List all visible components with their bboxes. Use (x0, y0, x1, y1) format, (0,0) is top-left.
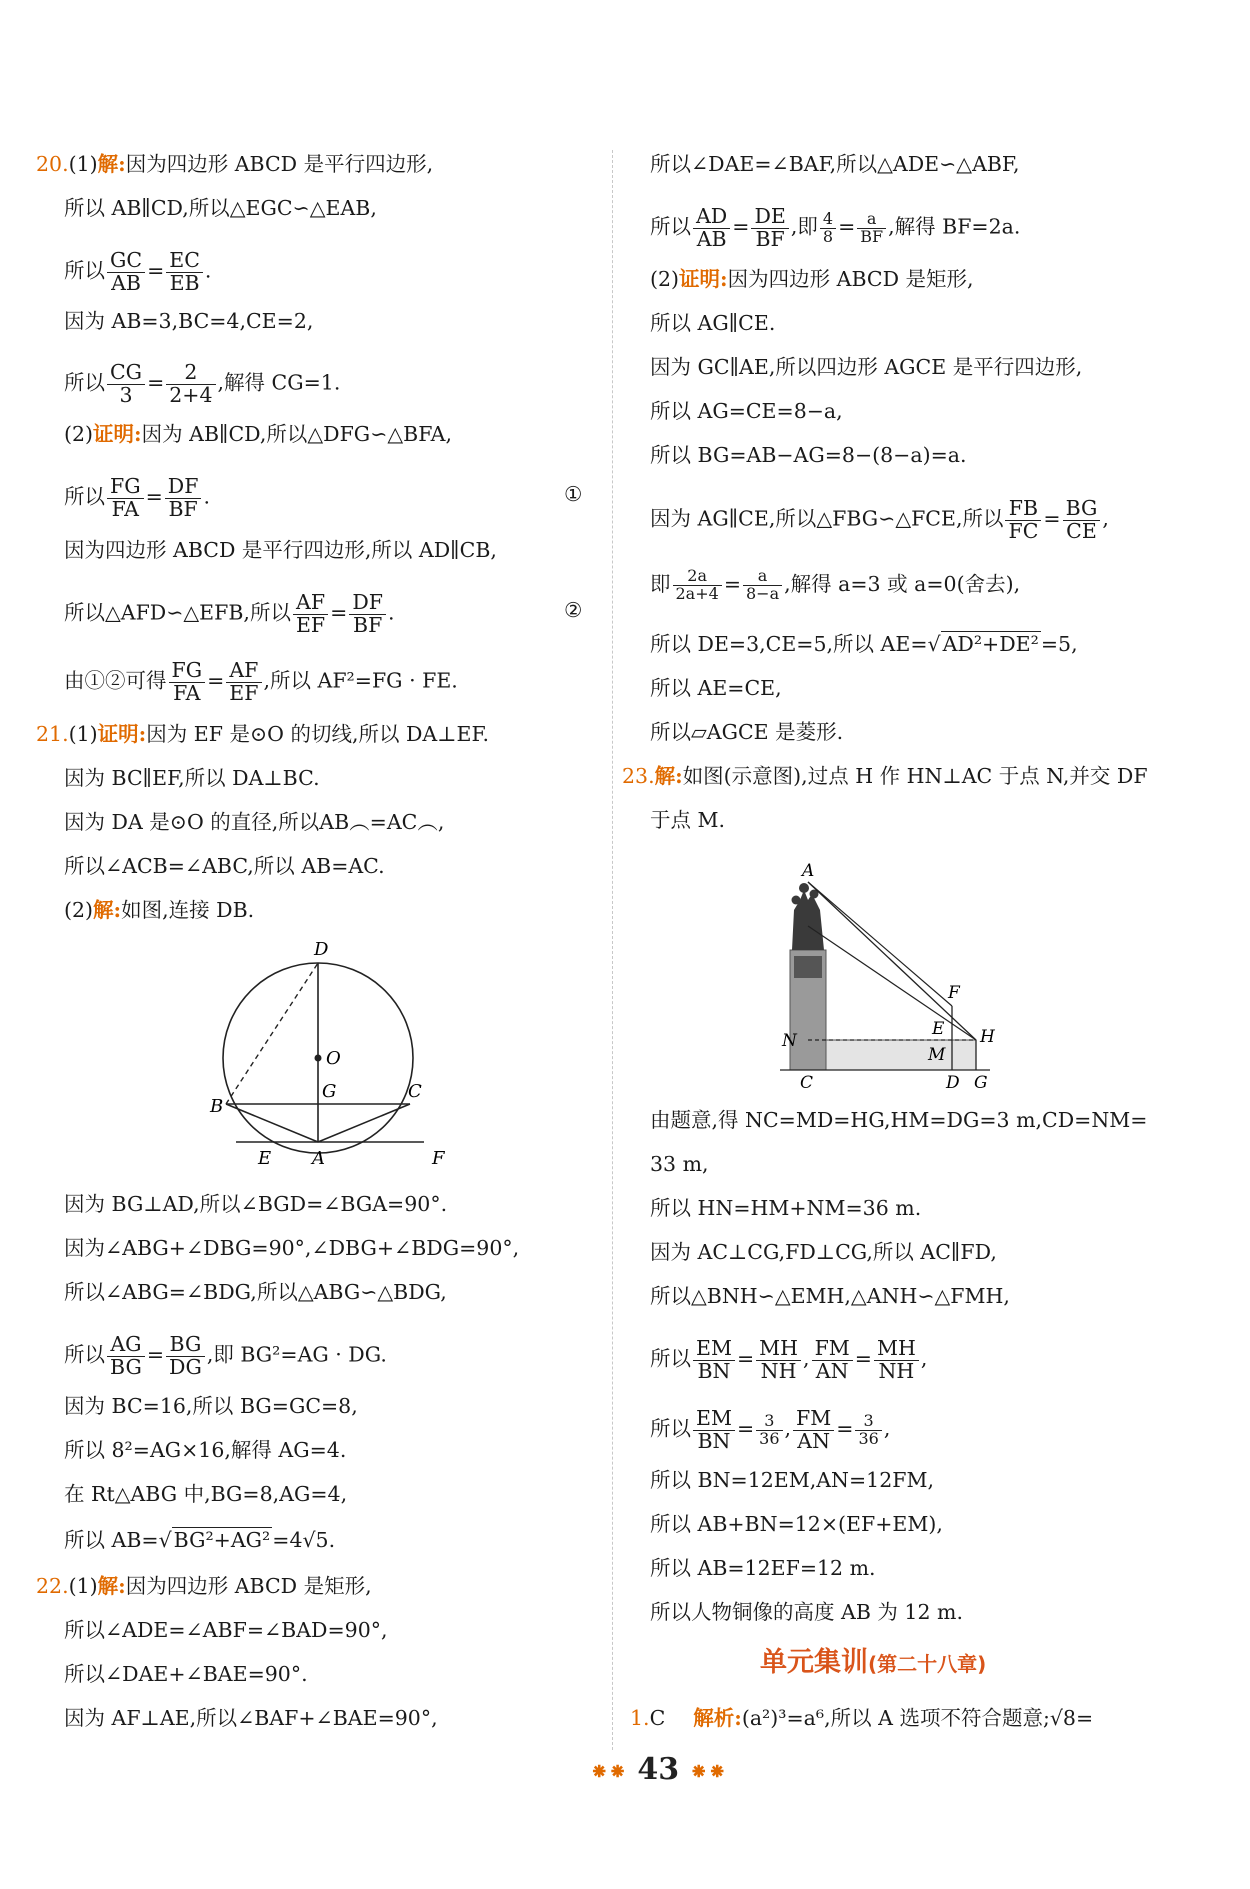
center-o-dot (315, 1055, 322, 1062)
label-d: D (946, 1073, 960, 1090)
r-line23: 所以人物铜像的高度 AB 为 12 m. (650, 1600, 963, 1624)
equation-mark-2: ② (564, 598, 583, 622)
p20-line6: (2)证明:因为 AB∥CD,所以△DFG∽△BFA, (64, 422, 452, 446)
p21-line12: 在 Rt△ABG 中,BG=8,AG=4, (64, 1482, 348, 1506)
fraction: $\frac{AF}{EF}$ (226, 660, 261, 704)
fraction: $\frac{DF}{BF}$ (349, 592, 386, 636)
dashed-db (226, 963, 318, 1104)
unit-section-title (760, 1640, 986, 1679)
p21-line9: 所以 $\frac{AG}{BG}$ = $\frac{BG}{DG}$ ,即 BG²=AG · DG. (64, 1332, 387, 1379)
problem-number: 23. (622, 764, 655, 788)
r-line12: 所以▱AGCE 是菱形. (650, 720, 844, 744)
r-line13: 由题意,得 NC=MD=HG,HM=DG=3 m,CD=NM= (650, 1108, 1148, 1132)
label-n: N (782, 1031, 797, 1051)
fraction: $\frac{DE}{BF}$ (751, 206, 788, 250)
p20-line9: 所以△AFD∽△EFB,所以 $\frac{AF}{EF}$ = $\frac{DF}{BF}$ . (64, 590, 395, 637)
r-line20: 所以 BN=12EM,AN=12FM, (650, 1468, 934, 1492)
r-line5: 因为 GC∥AE,所以四边形 AGCE 是平行四边形, (650, 355, 1083, 379)
label-e: E (258, 1148, 272, 1169)
label-g: G (322, 1081, 337, 1102)
fraction: $\frac{AD}{AB}$ (693, 206, 730, 250)
p20-line4: 因为 AB=3,BC=4,CE=2, (64, 309, 314, 333)
r-line21: 所以 AB+BN=12×(EF+EM), (650, 1512, 943, 1536)
fraction: $\frac{4}{8}$ (820, 211, 836, 246)
solution-tag: 解: (93, 898, 122, 922)
fraction: $\frac{FG}{FA}$ (107, 476, 144, 520)
r-line16: 因为 AC⊥CG,FD⊥CG,所以 AC∥FD, (650, 1240, 997, 1264)
segment-ba (226, 1104, 318, 1142)
ornament-right: ⁕⁕ (689, 1759, 727, 1785)
label-o: O (326, 1048, 341, 1069)
fraction: $\frac{DF}{BF}$ (165, 476, 202, 520)
solution-tag: 解: (654, 764, 683, 788)
fraction: $\frac{EM}{BN}$ (693, 1338, 735, 1382)
fraction: $\frac{AG}{BG}$ (107, 1334, 145, 1378)
p21-line10: 因为 BC=16,所以 BG=GC=8, (64, 1394, 358, 1418)
p21-line8: 所以∠ABG=∠BDG,所以△ABG∽△BDG, (64, 1280, 447, 1304)
unit-title-text: 单元集训 (760, 1647, 868, 1678)
fraction: $\frac{FB}{FC}$ (1005, 498, 1041, 542)
fraction: $\frac{FM}{AN}$ (812, 1338, 853, 1382)
radicand: BG²+AG² (173, 1528, 271, 1552)
fraction: $\frac{2a}{2a+4}$ (673, 568, 722, 603)
r-line3: (2)证明:因为四边形 ABCD 是矩形, (650, 267, 974, 291)
p21-line11: 所以 8²=AG×16,解得 AG=4. (64, 1438, 347, 1462)
r-line17: 所以△BNH∽△EMH,△ANH∽△FMH, (650, 1284, 1010, 1308)
problem-number: 21. (36, 722, 69, 746)
p22-line1: 22.(1)解:因为四边形 ABCD 是矩形, (36, 1574, 372, 1598)
r-line22: 所以 AB=12EF=12 m. (650, 1556, 876, 1580)
fraction: $\frac{BG}{DG}$ (166, 1334, 205, 1378)
label-d: D (314, 940, 329, 960)
r-line19: 所以 $\frac{EM}{BN}$ = $\frac{3}{36}$ , $\frac{FM}{AN}$ = $\frac{3}{36}$ , (650, 1406, 891, 1453)
p23-line2: 于点 M. (650, 808, 726, 832)
proof-tag: 证明: (97, 722, 147, 746)
r-line6: 所以 AG=CE=8−a, (650, 399, 843, 423)
p21-line6: 因为 BG⊥AD,所以∠BGD=∠BGA=90°. (64, 1192, 448, 1216)
text: 因为四边形 ABCD 是平行四边形, (125, 152, 434, 176)
fraction: $\frac{BG}{CE}$ (1063, 498, 1101, 542)
p20-line10: 由①②可得 $\frac{FG}{FA}$ = $\frac{AF}{EF}$ ,所以 AF²=FG · FE. (64, 658, 458, 705)
statue-figure (780, 850, 1040, 1090)
question-number: 1. (630, 1706, 650, 1730)
proof-tag: 证明: (679, 267, 728, 291)
part-label: (1) (68, 152, 98, 176)
line-ah (808, 882, 976, 1040)
fraction: $\frac{MH}{NH}$ (874, 1338, 919, 1382)
label-e: E (932, 1019, 945, 1039)
p21-line5: (2)解:如图,连接 DB. (64, 898, 255, 922)
r-line10: 所以 DE=3,CE=5,所以 AE=√AD²+DE²=5, (650, 632, 1078, 656)
label-c: C (800, 1073, 814, 1090)
segment-ca (318, 1104, 410, 1142)
r-line1: 所以∠DAE=∠BAF,所以△ADE∽△ABF, (650, 152, 1020, 176)
fraction: $\frac{FM}{AN}$ (793, 1408, 834, 1452)
pedestal-plaque (794, 956, 822, 978)
solution-tag: 解: (97, 1574, 126, 1598)
r-line2: 所以 $\frac{AD}{AB}$ = $\frac{DE}{BF}$ ,即 $\frac{4}{8}$ = $\frac{a}{BF}$ ,解得 BF=2a. (650, 204, 1021, 251)
p20-line3: 所以 $\frac{GC}{AB}$ = $\frac{EC}{EB}$ . (64, 248, 212, 295)
q1-line: 1.C 解析:(a²)³=a⁶,所以 A 选项不符合题意;√8= (630, 1706, 1094, 1730)
label-a: A (802, 861, 815, 881)
analysis-tag: 解析: (693, 1706, 742, 1730)
label-f: F (948, 983, 960, 1003)
p22-line4: 因为 AF⊥AE,所以∠BAF+∠BAE=90°, (64, 1706, 438, 1730)
r-line7: 所以 BG=AB−AG=8−(8−a)=a. (650, 443, 967, 467)
answer-choice: C (649, 1706, 666, 1730)
p21-line2: 因为 BC∥EF,所以 DA⊥BC. (64, 766, 320, 790)
p21-line3: 因为 DA 是⊙O 的直径,所以AB︵=AC︵, (64, 810, 445, 834)
p21-line13: 所以 AB=√BG²+AG²=4√5. (64, 1528, 336, 1552)
p20-line1 (36, 150, 433, 178)
fraction: $\frac{a}{BF}$ (857, 211, 886, 246)
p20-line2: 所以 AB∥CD,所以△EGC∽△EAB, (64, 196, 377, 220)
fraction: $\frac{2}{2+4}$ (166, 362, 215, 406)
label-a: A (312, 1148, 325, 1169)
label-c: C (408, 1081, 422, 1102)
label-h: H (980, 1027, 995, 1047)
ornament-left: ⁕⁕ (590, 1759, 627, 1785)
r-line14: 33 m, (650, 1152, 709, 1176)
p20-line8: 因为四边形 ABCD 是平行四边形,所以 AD∥CB, (64, 538, 497, 562)
label-b: B (210, 1096, 224, 1117)
label-g: G (974, 1073, 988, 1090)
r-line11: 所以 AE=CE, (650, 676, 782, 700)
p22-line3: 所以∠DAE+∠BAE=90°. (64, 1662, 308, 1686)
fraction: $\frac{MH}{NH}$ (756, 1338, 801, 1382)
p20-line5: 所以 $\frac{CG}{3}$ = $\frac{2}{2+4}$ ,解得 CG=1. (64, 360, 341, 407)
page-number: 43 (637, 1752, 680, 1787)
r-line8: 因为 AG∥CE,所以△FBG∽△FCE,所以 $\frac{FB}{FC}$ = $\frac{BG}{CE}$ , (650, 496, 1109, 543)
p21-line4: 所以∠ACB=∠ABC,所以 AB=AC. (64, 854, 385, 878)
r-line4: 所以 AG∥CE. (650, 311, 776, 335)
ground-block (826, 1040, 976, 1070)
fraction: $\frac{FG}{FA}$ (169, 660, 206, 704)
fraction: $\frac{3}{36}$ (855, 1413, 881, 1448)
fraction: $\frac{3}{36}$ (756, 1413, 782, 1448)
problem-number: 20. (36, 152, 69, 176)
fraction: $\frac{a}{8-a}$ (743, 568, 782, 603)
p20-line7: 所以 $\frac{FG}{FA}$ = $\frac{DF}{BF}$ . (64, 474, 210, 521)
radicand: AD²+DE² (942, 632, 1039, 656)
fraction: $\frac{EC}{EB}$ (166, 250, 203, 294)
unit-chapter: (第二十八章) (868, 1652, 987, 1676)
fraction: $\frac{CG}{3}$ (107, 362, 145, 406)
r-line18: 所以 $\frac{EM}{BN}$ = $\frac{MH}{NH}$ , $\frac{FM}{AN}$ = $\frac{MH}{NH}$ , (650, 1336, 928, 1383)
equation-mark-1: ① (564, 482, 583, 506)
proof-tag: 证明: (93, 422, 142, 446)
fraction: $\frac{AF}{EF}$ (293, 592, 328, 636)
label-f: F (432, 1148, 445, 1169)
line-af (808, 882, 952, 1006)
column-separator (612, 150, 613, 1750)
solution-tag: 解: (97, 152, 126, 176)
p23-line1: 23.解:如图(示意图),过点 H 作 HN⊥AC 于点 N,并交 DF (622, 764, 1148, 788)
label-m: M (928, 1045, 946, 1065)
page-number-footer (590, 1752, 726, 1787)
fraction: $\frac{GC}{AB}$ (107, 250, 145, 294)
circle-figure (196, 940, 496, 1170)
p21-line7: 因为∠ABG+∠DBG=90°,∠DBG+∠BDG=90°, (64, 1236, 520, 1260)
p21-line1: 21.(1)证明:因为 EF 是⊙O 的切线,所以 DA⊥EF. (36, 722, 490, 746)
r-line15: 所以 HN=HM+NM=36 m. (650, 1196, 922, 1220)
problem-number: 22. (36, 1574, 69, 1598)
r-line9: 即 $\frac{2a}{2a+4}$ = $\frac{a}{8-a}$ ,解得 a=3 或 a=0(舍去), (650, 566, 1021, 603)
p22-line2: 所以∠ADE=∠ABF=∠BAD=90°, (64, 1618, 388, 1642)
fraction: $\frac{EM}{BN}$ (693, 1408, 735, 1452)
